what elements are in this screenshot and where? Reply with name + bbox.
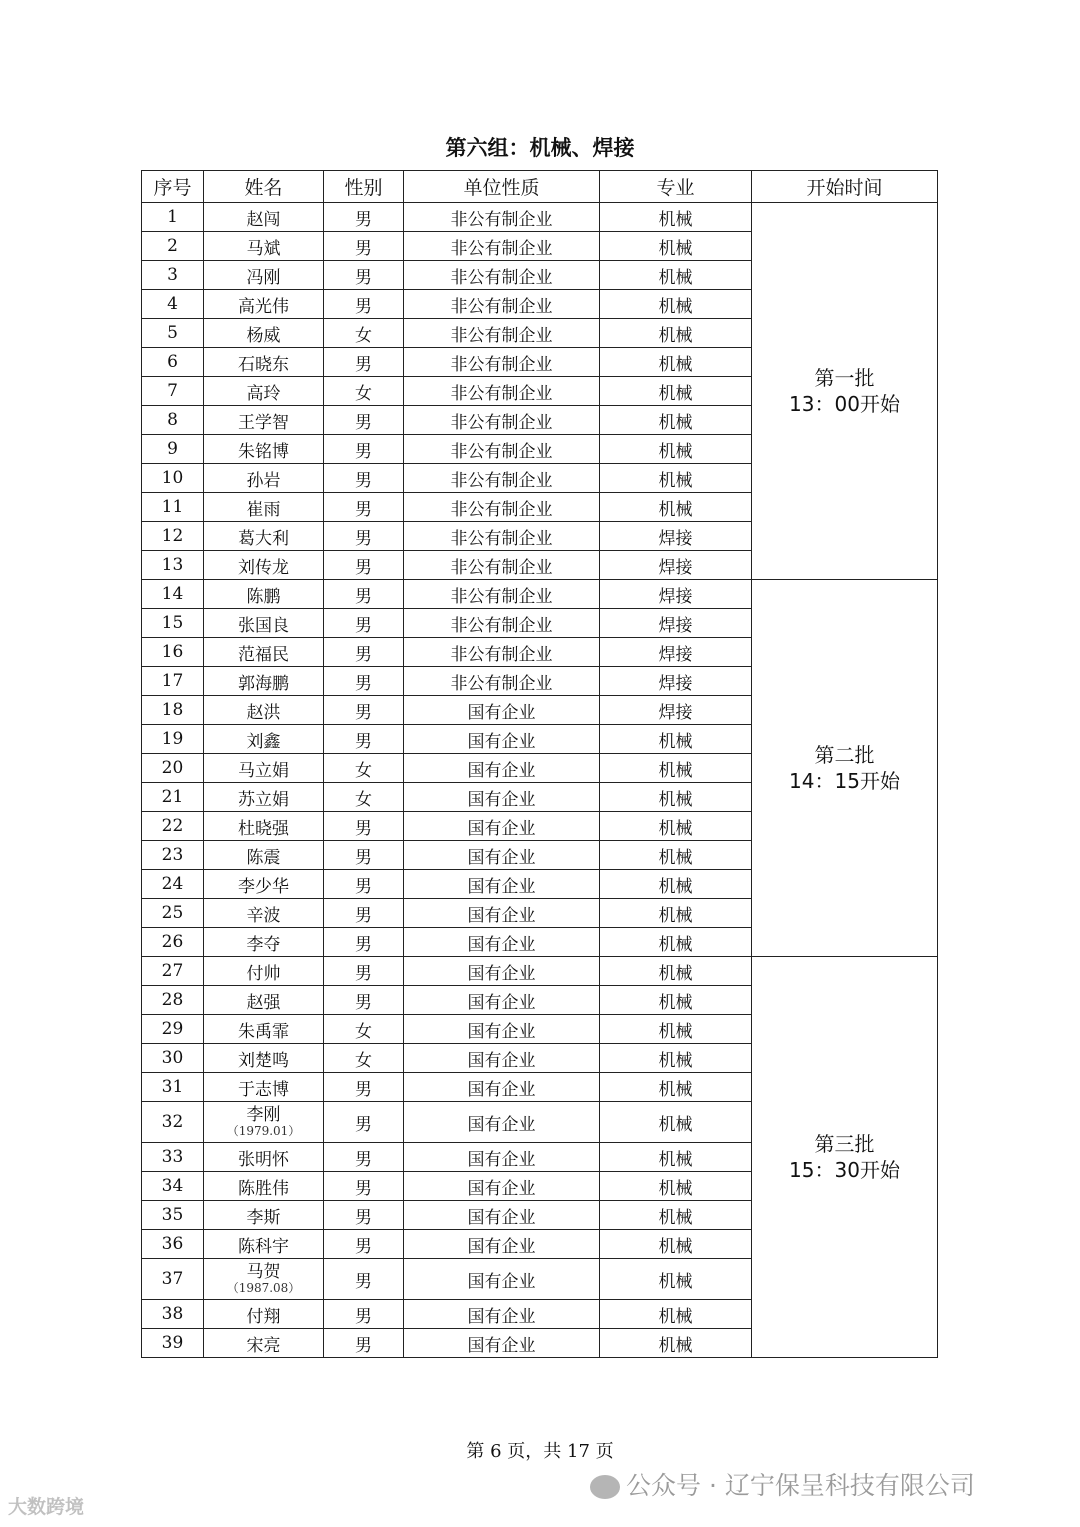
cell-major: 机械: [600, 493, 752, 522]
cell-name: 孙岩: [204, 464, 324, 493]
cell-unit: 国有企业: [404, 841, 600, 870]
cell-major: 机械: [600, 319, 752, 348]
cell-gender: 男: [324, 493, 404, 522]
cell-gender: 男: [324, 1230, 404, 1259]
cell-no: 29: [142, 1015, 204, 1044]
batch-time: 15：30开始: [789, 1158, 900, 1182]
cell-major: 机械: [600, 870, 752, 899]
cell-major: 机械: [600, 232, 752, 261]
cell-gender: 女: [324, 754, 404, 783]
cell-gender: 男: [324, 957, 404, 986]
cell-no: 34: [142, 1172, 204, 1201]
batch-cell: [752, 580, 938, 957]
birth-date: （1979.01）: [226, 1124, 301, 1138]
cell-no: 2: [142, 232, 204, 261]
cell-unit: 国有企业: [404, 812, 600, 841]
cell-gender: 男: [324, 1201, 404, 1230]
cell-name: 范福民: [204, 638, 324, 667]
name-text: 马贺: [246, 1262, 281, 1282]
cell-unit: 非公有制企业: [404, 522, 600, 551]
cell-unit: 国有企业: [404, 899, 600, 928]
cell-major: 机械: [600, 1143, 752, 1172]
page-title: 第六组：机械、焊接: [445, 136, 635, 160]
cell-gender: 男: [324, 522, 404, 551]
watermark-corner: 大数跨境: [8, 1496, 85, 1518]
cell-name: 马立娟: [204, 754, 324, 783]
cell-unit: 国有企业: [404, 1015, 600, 1044]
watermark: [590, 1466, 975, 1502]
cell-unit: 国有企业: [404, 1044, 600, 1073]
cell-no: 18: [142, 696, 204, 725]
cell-no: 30: [142, 1044, 204, 1073]
cell-no: 17: [142, 667, 204, 696]
cell-gender: 男: [324, 406, 404, 435]
cell-unit: 非公有制企业: [404, 464, 600, 493]
cell-no: 11: [142, 493, 204, 522]
cell-unit: 非公有制企业: [404, 203, 600, 232]
cell-unit: 国有企业: [404, 1259, 600, 1300]
cell-gender: 男: [324, 1073, 404, 1102]
cell-gender: 男: [324, 696, 404, 725]
cell-gender: 男: [324, 870, 404, 899]
cell-major: 机械: [600, 1300, 752, 1329]
cell-name: 李少华: [204, 870, 324, 899]
cell-no: 4: [142, 290, 204, 319]
header-no: 序号: [142, 171, 204, 203]
cell-major: 焊接: [600, 551, 752, 580]
cell-major: 机械: [600, 928, 752, 957]
cell-major: 机械: [600, 1015, 752, 1044]
cell-no: 27: [142, 957, 204, 986]
cell-gender: 男: [324, 841, 404, 870]
cell-no: 32: [142, 1102, 204, 1143]
header-row: [142, 171, 938, 203]
cell-no: 15: [142, 609, 204, 638]
cell-name: 冯刚: [204, 261, 324, 290]
batch-time: 13：00开始: [789, 392, 900, 416]
cell-gender: 男: [324, 1172, 404, 1201]
cell-major: 机械: [600, 1044, 752, 1073]
cell-unit: 非公有制企业: [404, 580, 600, 609]
cell-unit: 非公有制企业: [404, 609, 600, 638]
batch-cell: [752, 203, 938, 580]
birth-date: （1987.08）: [226, 1281, 301, 1295]
cell-unit: 国有企业: [404, 1230, 600, 1259]
cell-major: 机械: [600, 899, 752, 928]
cell-major: 焊接: [600, 638, 752, 667]
cell-no: 21: [142, 783, 204, 812]
cell-gender: 男: [324, 812, 404, 841]
cell-name: [204, 1102, 324, 1143]
cell-name: 宋亮: [204, 1329, 324, 1358]
cell-gender: 男: [324, 435, 404, 464]
cell-no: 38: [142, 1300, 204, 1329]
cell-no: 24: [142, 870, 204, 899]
batch-label: 第一批: [814, 366, 875, 390]
cell-gender: 男: [324, 609, 404, 638]
cell-unit: 非公有制企业: [404, 232, 600, 261]
cell-no: 12: [142, 522, 204, 551]
cell-gender: 男: [324, 203, 404, 232]
cell-major: 机械: [600, 203, 752, 232]
cell-unit: 国有企业: [404, 754, 600, 783]
cell-name: 郭海鹏: [204, 667, 324, 696]
cell-name: 马斌: [204, 232, 324, 261]
cell-name: 陈鹏: [204, 580, 324, 609]
cell-no: 31: [142, 1073, 204, 1102]
cell-name: 苏立娟: [204, 783, 324, 812]
cell-name: 赵闯: [204, 203, 324, 232]
name-text: 李刚: [246, 1105, 281, 1125]
cell-gender: 男: [324, 348, 404, 377]
cell-name: 朱铭博: [204, 435, 324, 464]
cell-name: 张明怀: [204, 1143, 324, 1172]
cell-name: 葛大利: [204, 522, 324, 551]
cell-name: 杜晓强: [204, 812, 324, 841]
cell-gender: 男: [324, 261, 404, 290]
cell-gender: 男: [324, 1259, 404, 1300]
cell-gender: 男: [324, 1300, 404, 1329]
cell-unit: 国有企业: [404, 725, 600, 754]
cell-name: 张国良: [204, 609, 324, 638]
header-unit: 单位性质: [404, 171, 600, 203]
cell-no: 8: [142, 406, 204, 435]
cell-no: 3: [142, 261, 204, 290]
header-name: 姓名: [204, 171, 324, 203]
cell-major: 机械: [600, 841, 752, 870]
cell-gender: 男: [324, 725, 404, 754]
batch-time: 14：15开始: [789, 769, 900, 793]
cell-gender: 男: [324, 551, 404, 580]
cell-major: 机械: [600, 1073, 752, 1102]
cell-unit: 国有企业: [404, 1329, 600, 1358]
cell-no: 6: [142, 348, 204, 377]
cell-name: 高玲: [204, 377, 324, 406]
cell-gender: 男: [324, 290, 404, 319]
cell-gender: 女: [324, 319, 404, 348]
cell-unit: 国有企业: [404, 1073, 600, 1102]
cell-major: 机械: [600, 754, 752, 783]
cell-major: 机械: [600, 957, 752, 986]
cell-gender: 男: [324, 464, 404, 493]
cell-major: 机械: [600, 406, 752, 435]
cell-unit: 国有企业: [404, 696, 600, 725]
cell-gender: 男: [324, 1329, 404, 1358]
cell-unit: 非公有制企业: [404, 493, 600, 522]
cell-major: 机械: [600, 1172, 752, 1201]
table-row: [142, 580, 938, 609]
wechat-icon: [590, 1475, 620, 1499]
cell-name: 崔雨: [204, 493, 324, 522]
cell-name: [204, 1259, 324, 1300]
header-major: 专业: [600, 171, 752, 203]
cell-no: 25: [142, 899, 204, 928]
cell-unit: 非公有制企业: [404, 261, 600, 290]
cell-name: 赵洪: [204, 696, 324, 725]
cell-no: 22: [142, 812, 204, 841]
cell-unit: 非公有制企业: [404, 551, 600, 580]
cell-no: 16: [142, 638, 204, 667]
cell-unit: 非公有制企业: [404, 638, 600, 667]
cell-no: 37: [142, 1259, 204, 1300]
page-footer: 第 6 页，共 17 页: [466, 1441, 614, 1462]
cell-name: 李夺: [204, 928, 324, 957]
cell-no: 33: [142, 1143, 204, 1172]
cell-no: 20: [142, 754, 204, 783]
cell-major: 机械: [600, 435, 752, 464]
cell-name: 陈胜伟: [204, 1172, 324, 1201]
cell-name: 付帅: [204, 957, 324, 986]
cell-gender: 男: [324, 580, 404, 609]
cell-no: 35: [142, 1201, 204, 1230]
header-gender: 性别: [324, 171, 404, 203]
cell-name: 杨威: [204, 319, 324, 348]
cell-gender: 男: [324, 1143, 404, 1172]
cell-unit: 国有企业: [404, 957, 600, 986]
cell-no: 5: [142, 319, 204, 348]
cell-gender: 女: [324, 1015, 404, 1044]
cell-no: 7: [142, 377, 204, 406]
cell-unit: 非公有制企业: [404, 319, 600, 348]
cell-no: 9: [142, 435, 204, 464]
batch-label: 第二批: [814, 743, 875, 767]
cell-major: 机械: [600, 1230, 752, 1259]
cell-major: 机械: [600, 1102, 752, 1143]
cell-gender: 男: [324, 232, 404, 261]
table-row: [142, 957, 938, 986]
cell-unit: 非公有制企业: [404, 667, 600, 696]
cell-unit: 国有企业: [404, 1300, 600, 1329]
cell-major: 机械: [600, 1259, 752, 1300]
cell-gender: 男: [324, 899, 404, 928]
cell-name: 朱禹霏: [204, 1015, 324, 1044]
cell-unit: 非公有制企业: [404, 290, 600, 319]
cell-major: 焊接: [600, 522, 752, 551]
cell-major: 焊接: [600, 667, 752, 696]
cell-unit: 国有企业: [404, 1201, 600, 1230]
cell-no: 1: [142, 203, 204, 232]
cell-gender: 女: [324, 783, 404, 812]
cell-unit: 非公有制企业: [404, 348, 600, 377]
cell-name: 刘鑫: [204, 725, 324, 754]
cell-name: 赵强: [204, 986, 324, 1015]
cell-unit: 非公有制企业: [404, 406, 600, 435]
cell-name: 付翔: [204, 1300, 324, 1329]
cell-major: 机械: [600, 464, 752, 493]
cell-major: 机械: [600, 261, 752, 290]
cell-no: 28: [142, 986, 204, 1015]
cell-major: 机械: [600, 348, 752, 377]
cell-unit: 国有企业: [404, 1102, 600, 1143]
cell-no: 13: [142, 551, 204, 580]
cell-unit: 国有企业: [404, 986, 600, 1015]
cell-name: 王学智: [204, 406, 324, 435]
cell-name: 李斯: [204, 1201, 324, 1230]
cell-major: 机械: [600, 783, 752, 812]
cell-name: 辛波: [204, 899, 324, 928]
cell-major: 机械: [600, 377, 752, 406]
cell-no: 19: [142, 725, 204, 754]
cell-no: 39: [142, 1329, 204, 1358]
cell-name: 刘传龙: [204, 551, 324, 580]
cell-major: 焊接: [600, 609, 752, 638]
cell-gender: 女: [324, 377, 404, 406]
batch-label: 第三批: [814, 1132, 875, 1156]
cell-name: 于志博: [204, 1073, 324, 1102]
cell-name: 石晓东: [204, 348, 324, 377]
header-start-time: 开始时间: [752, 171, 938, 203]
cell-major: 焊接: [600, 696, 752, 725]
cell-gender: 男: [324, 638, 404, 667]
cell-major: 机械: [600, 812, 752, 841]
cell-major: 机械: [600, 290, 752, 319]
cell-major: 机械: [600, 725, 752, 754]
cell-major: 机械: [600, 986, 752, 1015]
cell-no: 36: [142, 1230, 204, 1259]
cell-unit: 国有企业: [404, 1143, 600, 1172]
cell-gender: 女: [324, 1044, 404, 1073]
cell-name: 高光伟: [204, 290, 324, 319]
cell-name: 陈科宇: [204, 1230, 324, 1259]
cell-unit: 非公有制企业: [404, 435, 600, 464]
cell-unit: 国有企业: [404, 870, 600, 899]
cell-unit: 非公有制企业: [404, 377, 600, 406]
cell-no: 10: [142, 464, 204, 493]
batch-cell: [752, 957, 938, 1358]
cell-unit: 国有企业: [404, 1172, 600, 1201]
cell-no: 14: [142, 580, 204, 609]
cell-major: 机械: [600, 1201, 752, 1230]
cell-name: 陈震: [204, 841, 324, 870]
cell-no: 26: [142, 928, 204, 957]
roster-table: [141, 170, 938, 1358]
cell-gender: 男: [324, 928, 404, 957]
cell-gender: 男: [324, 1102, 404, 1143]
table-row: [142, 203, 938, 232]
watermark-text: 公众号 · 辽宁保呈科技有限公司: [626, 1471, 975, 1500]
cell-unit: 国有企业: [404, 928, 600, 957]
cell-no: 23: [142, 841, 204, 870]
cell-name: 刘楚鸣: [204, 1044, 324, 1073]
cell-unit: 国有企业: [404, 783, 600, 812]
cell-major: 机械: [600, 1329, 752, 1358]
cell-gender: 男: [324, 667, 404, 696]
cell-major: 焊接: [600, 580, 752, 609]
cell-gender: 男: [324, 986, 404, 1015]
